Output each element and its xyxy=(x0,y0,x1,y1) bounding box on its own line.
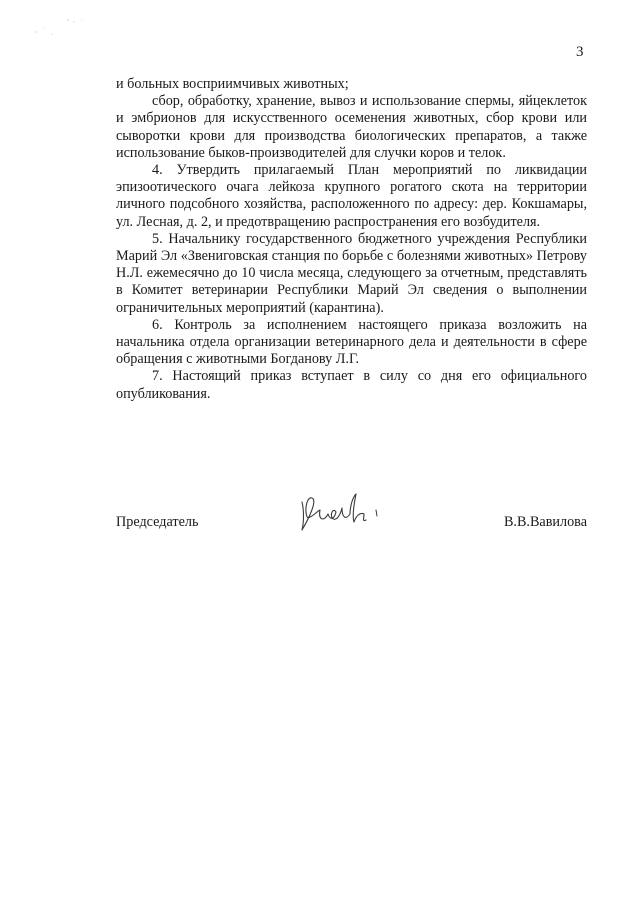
paragraph-item-5: 5. Начальнику государственного бюджетного учреждения Республики Марий Эл «Звениговская станция по борьбе с болезнями животных» Петрову Н.Л. ежемесячно до 10 числа месяца, следующего за отчетным, представлять в Комитет ветеринарии Республики Марий Эл сведения о выполнении ограничительных мероприятий (карантина). xyxy=(116,230,587,316)
document-body xyxy=(116,76,587,403)
signer-title: Председатель xyxy=(116,514,199,530)
paragraph-item-4: 4. Утвердить прилагаемый План мероприятий по ликвидации эпизоотического очага лейкоза крупного рогатого скота на территории личного подсобного хозяйства, расположенного по адресу: дер. Кокшамары, ул. Лесная, д. 2, и предотвращению распространения его возбудителя. xyxy=(116,162,587,230)
signer-name: В.В.Вавилова xyxy=(503,514,587,530)
paragraph-continuation: и больных восприимчивых животных; xyxy=(116,76,349,92)
paragraph-item-6: 6. Контроль за исполнением настоящего приказа возложить на начальника отдела организации ветеринарного дела и деятельности в сфере обращения с животными Богданову Л.Г. xyxy=(116,316,587,368)
page-number: 3 xyxy=(576,44,584,60)
scan-speckles xyxy=(30,14,90,38)
paragraph-item-3-continued: сбор, обработку, хранение, вывоз и использование спермы, яйцеклеток и эмбрионов для искусственного осеменения животных, сбор крови или сыворотки крови для производства биологических препаратов, а также использование быков-производителей для случки коров и телок. xyxy=(116,93,587,161)
paragraph-item-7: 7. Настоящий приказ вступает в силу со дня его официального опубликования. xyxy=(116,368,587,402)
handwritten-signature xyxy=(294,490,384,534)
